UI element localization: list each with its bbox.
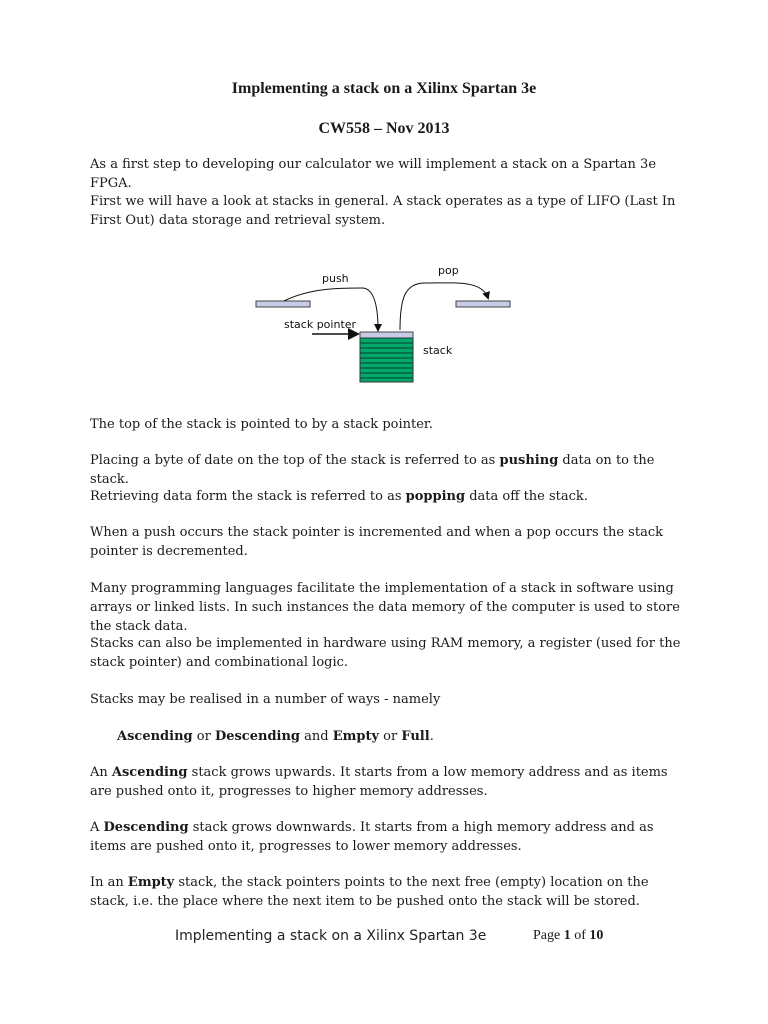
paragraph-popping: Retrieving data form the stack is referred to as popping data off the stack. [90, 489, 588, 504]
document-title: Implementing a stack on a Xilinx Spartan 3e [231, 80, 537, 97]
paragraph-pushing: Placing a byte of date on the top of the stack is referred to as pushing data on to the stack. [90, 453, 655, 487]
pop-item [456, 301, 510, 307]
paragraph-descending: A Descending stack grows downwards. It starts from a high memory address and as items are pushed onto it, progresses to lower memory addresses. [90, 820, 654, 854]
paragraph-intro: As a first step to developing our calculator we will implement a stack on a Spartan 3e FPGA. [90, 157, 657, 191]
stack-label: stack [423, 344, 453, 357]
stack-diagram [250, 258, 520, 386]
stack-pointer-label: stack pointer [284, 318, 357, 331]
paragraph-ascending: An Ascending stack grows upwards. It starts from a low memory address and as items are pushed onto it, progresses to higher memory addresses. [90, 765, 668, 799]
paragraph-push-pop: When a push occurs the stack pointer is incremented and when a pop occurs the stack pointer is decremented. [90, 525, 663, 559]
footer-title: Implementing a stack on a Xilinx Spartan 3e [175, 928, 487, 944]
paragraph-software-stacks: Many programming languages facilitate the implementation of a stack in software using arrays or linked lists. In such instances the data memory of the computer is used to store the stack data. [90, 581, 680, 634]
paragraph-stack-types: Ascending or Descending and Empty or Full. [117, 729, 434, 744]
paragraph-empty: In an Empty stack, the stack pointers points to the next free (empty) location on the stack, i.e. the place where the next item to be pushed onto the stack will be stored. [90, 875, 649, 909]
paragraph-hardware-stacks: Stacks can also be implemented in hardware using RAM memory, a register (used for the stack pointer) and combinational logic. [90, 636, 681, 670]
footer-page-number: Page 1 of 10 [533, 928, 604, 943]
push-item [256, 301, 310, 307]
stack-body [360, 338, 413, 382]
pop-label: pop [438, 264, 459, 277]
document-subtitle: CW558 – Nov 2013 [318, 120, 450, 137]
paragraph-ways: Stacks may be realised in a number of ways - namely [90, 692, 441, 707]
stack-top-item [360, 332, 413, 338]
paragraph-stacks-general: First we will have a look at stacks in general. A stack operates as a type of LIFO (Last In First Out) data storage and retrieval system. [90, 194, 676, 228]
push-label: push [322, 272, 349, 285]
paragraph-stack-pointer: The top of the stack is pointed to by a stack pointer. [90, 417, 433, 432]
